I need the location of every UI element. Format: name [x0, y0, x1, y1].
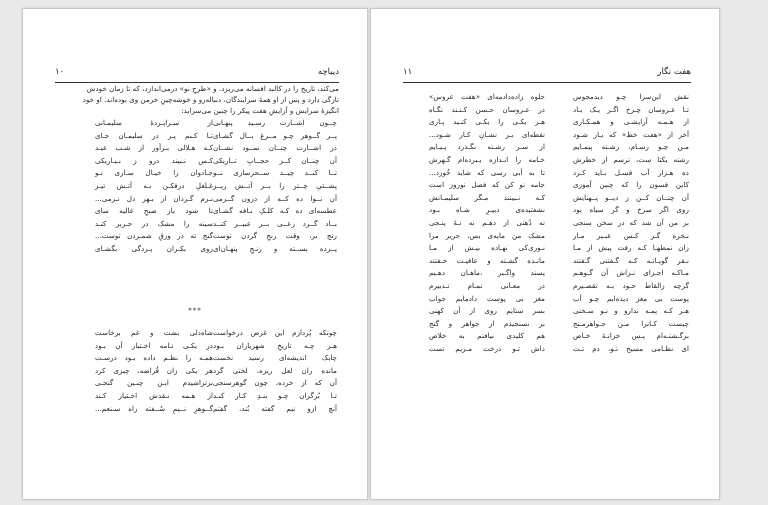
verse: هر یکی زان قُراضه، چیزی کرد: [95, 365, 213, 375]
verse: مانـده گشـته و عافیـت خـفتند: [429, 255, 545, 265]
verse: کـه نـبینند مـگر سلیمـانش: [429, 192, 545, 202]
poem2-right-column: [213, 327, 337, 415]
verse: بــاد گــرد رعــی بــر عبیــر کنــد: [213, 218, 337, 228]
verse: در اشــارت چنــان نمــود نشــان: [213, 143, 337, 153]
verse: مـن چـو رسـام، رشـته پیمـایم: [573, 142, 689, 152]
poem2-left-column: [95, 327, 213, 415]
verse: آن چنــان کــز حجــابِ تــاریکی: [213, 155, 337, 165]
verse: گنج ته در ورقِ شمـردن توست...: [95, 231, 213, 241]
header-title: دیباچه: [317, 67, 339, 77]
verse: هـر چـه تاریخِ شهریاران بـود: [213, 340, 337, 350]
verse: در عـروسان حـسن کـنـند نگـاه: [429, 104, 545, 114]
verse: تــا کنــد چیــد ســحرسازی نــو: [213, 168, 337, 178]
verse: نشفتیده‌ی دبیـرِ شـاه بـود: [429, 205, 545, 215]
verse: چابک اندیشه‌ای رسید نخست: [213, 353, 337, 363]
poem1-right-column: [213, 117, 337, 256]
verse: از سـراپـردهٔ سلیمـانی: [95, 118, 213, 127]
verse: عطسه‌ای ده کـه کلـکِ نـافه گشـای: [213, 206, 337, 216]
verse: داش تـو درخت مـریم تست: [429, 343, 545, 353]
verse: آخر از «هفت خط» که یـار شـود: [573, 129, 689, 139]
verse: بسر ستایم روی از آن کهنی: [429, 306, 545, 316]
verse: تـا کـنم پـر در سلیمـان جـای: [95, 130, 213, 140]
verse: نـقر گویـاتـه کـه گـفتنی گـفتند: [573, 255, 689, 265]
page-number: ۱۰: [55, 67, 65, 77]
verse: ده هـزار آب فسـل بـاید کـرد: [573, 167, 689, 177]
verse: از هـمه نـقدش اخـتیار کـند: [95, 390, 213, 400]
verse: مانده زان لعل ریزه، لختی گرد: [213, 365, 337, 375]
verse: مـاکـه اجـزای نـزاش آن گـوهـم: [573, 268, 689, 278]
verse: رنج بر، وقت رنجِ گردن توست: [213, 231, 337, 241]
verse: پــر گــوهر چـو مــرغ بــال گشـای: [213, 130, 337, 140]
verse: خـامه را انـدازه بـبرده‌ام گـهرش: [429, 154, 545, 164]
verse: جـادوان را خیـال سـازی نـو: [95, 168, 213, 178]
verse: نقطه‌ای بـر نشـانِ کـار شـود...: [429, 129, 545, 139]
verse: هـر یکـی را یکـی کنـید پـاری: [429, 117, 545, 127]
verse: از سـر رشـته نگـذرد پـیـایم: [429, 142, 545, 152]
verse: بر نسنجیدم از جواهر و گنج: [429, 318, 545, 328]
verse: کـس نـبیند درو ز بـیـاریکی: [95, 155, 213, 165]
verse: چــون اشــارت رسـید پنهـانی: [213, 118, 337, 127]
verse: زان نمطهـا کـه رفت پیش از مـا: [573, 243, 689, 253]
verse: نـخره گـر کـس عبـیر مـار: [573, 230, 689, 240]
left-page: [22, 8, 368, 500]
verse: پسند واگـبر ،ماهـان دهـیم: [429, 268, 545, 278]
left-page-header: [55, 67, 339, 83]
verse: بر من آن شد که در سخن سنجی: [573, 217, 689, 227]
poem-right-column: [573, 91, 689, 355]
intro-line: تازگی دارد و پس از او همهٔ سرایندگان، دنباله‌رو و خوشه‌چینِ خرمن وی بوده‌اند. او خود: [82, 95, 339, 104]
verse: چونکه پُردازم این غرض درخواست: [213, 328, 337, 337]
verse: پشــتیِ چــتر را بــر آتــش ریــز: [213, 180, 337, 190]
header-rule: [403, 82, 691, 83]
section-separator: ***: [188, 307, 202, 315]
right-page-header: [403, 67, 691, 83]
verse: همـه را نظـم داده بـود درسـت: [95, 353, 213, 363]
verse: رشته یکتا ست، ترسم از خطرش: [573, 154, 689, 164]
verse: جلوه زاده‌دادمه‌ای «هفت عروس»: [429, 92, 545, 101]
verse: شاه‌دلی بشت و غم برخاست: [95, 328, 213, 337]
verse: در معـانی تمـام تـدبیرم: [429, 280, 545, 290]
right-page: [370, 8, 720, 500]
verse: جامه نو کن که فصل نوروز است: [429, 180, 545, 190]
verse: هم کلیدی نیافتم به خلاص: [429, 331, 545, 341]
verse: در یکـی نـامه اخـتیار آن بـود: [95, 340, 213, 350]
verse: کـه هـلالی بـرآور از شـب عیـد: [95, 143, 213, 153]
intro-line: انگیزهٔ سرایش و آرایشِ هفت پیکر را چنین می‌سراید:: [181, 106, 339, 115]
header-title: هفت نگار: [657, 67, 691, 77]
verse: روی بکـران پـردگی بگشـای: [95, 243, 213, 253]
verse: مغز بی پوست دادمایم جواب: [429, 293, 545, 303]
intro-line: می‌کند، تاریخ را در کالبد افسانه می‌ریزد. و «طرحِ نو» درمی‌اندازد، که تا زمان خودش: [86, 84, 339, 93]
verse: از هـمـه آرایشـی و همـکـاری: [573, 117, 689, 127]
verse: روی اگر سرخ و گر سیاه بود: [573, 205, 689, 215]
verse: تا به آبی رسی که شاید خُورد...: [429, 167, 545, 177]
verse: گرچه زالقاط حـود بـه تقصـیرم: [573, 280, 689, 290]
intro-paragraph: [55, 83, 339, 116]
verse: گــوهرِ نــیمِ سُــفته راه سـنعم...: [95, 403, 213, 413]
page-number: ۱۱: [403, 67, 413, 77]
verse: هـر کـه پمـه ندارو و نـو سـخنی: [573, 306, 689, 316]
verse: غـلغلِ درفکـن بـه آتـش تیـز: [95, 180, 213, 190]
verse: ای نظـامی مسیح تـو، دم تـت: [573, 343, 689, 353]
verse: پوست بی مغز دیده‌ایم چـو آب: [573, 293, 689, 303]
verse: تا شود باز صبحِ غالیه سای: [95, 206, 213, 216]
verse: آن نــوا ده کــه از درون گــرمی: [213, 193, 337, 203]
verse: تـا عـروسان چـرخ اگـر یـک بـاد: [573, 104, 689, 114]
poem-left-column: [429, 91, 545, 355]
verse: آن که از خرده، چون گوهرسنجی: [213, 378, 337, 388]
verse: برتراشیدم ایـن چنـین گنجـی: [95, 378, 213, 388]
verse: نه دُهنی از دهـم نه نـهٔ پنـجی: [429, 217, 545, 227]
verse: سینه را مشک در حـریر کنـد: [95, 218, 213, 228]
verse: پــرده بســته و رنـجِ پنهـان‌ای: [213, 243, 337, 253]
verse: آنچ ازو نیم گفته بُند، گفتم: [213, 403, 337, 413]
poem1-left-column: [95, 117, 213, 256]
verse: نقش این‌سرا چـو دیدمجوس: [573, 92, 689, 101]
verse: نـوری‌کی نهـاده بیـش از مـا: [429, 243, 545, 253]
verse: کاین فسون را که چنین آموزی: [573, 180, 689, 190]
verse: چیست کـانرا مـن جـواهرمـنج: [573, 318, 689, 328]
verse: برگـشتـه‌ام پـس خزانـهٔ خـاص: [573, 331, 689, 341]
verse: آن چنــان کــن ز دیــو پــهنایش: [573, 192, 689, 202]
verse: مشک من مایه‌ی بس، حریر مرا: [429, 230, 545, 240]
verse: نـرم گـردان از بـهر دل نـرمی...: [95, 193, 213, 203]
verse: تـا بُرگزان چـو بنـدِ کـار کنـد: [213, 390, 337, 400]
